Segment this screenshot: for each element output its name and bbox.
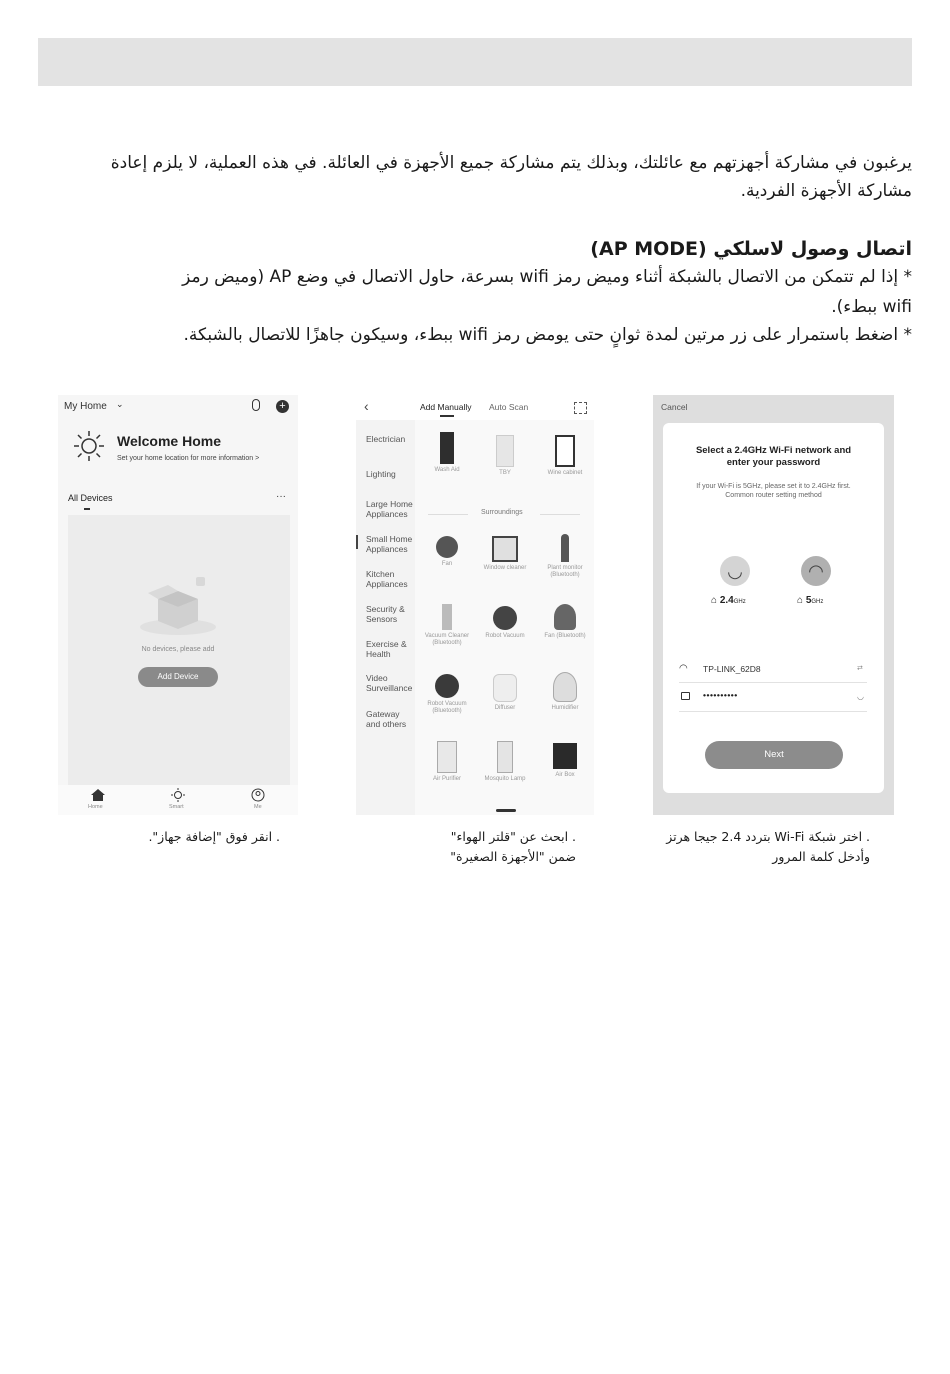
caption-step-3: . اختر شبكة Wi-Fi بتردد 2.4 جيجا هرتز وأدخل كلمة المرور [666,829,870,864]
tab-underline [84,508,90,510]
category-large-home-appliances[interactable]: Large Home Appliances [366,499,413,519]
phone-screen-add-device [356,395,594,815]
phone-screen-wifi-setup [653,395,894,815]
device-air-box[interactable]: Air Box [537,743,593,779]
sun-icon [72,429,106,463]
device-robot-vacuum-bluetooth[interactable]: Robot Vacuum (Bluetooth) [419,674,475,715]
band-5ghz: ⌂ 5GHz [797,595,824,606]
category-active-marker [356,535,358,549]
category-video-surveillance[interactable]: Video Surveillance [366,673,413,693]
divider [679,711,867,712]
category-exercise-health[interactable]: Exercise & Health [366,639,407,659]
switch-network-icon[interactable]: ⇄ [857,665,863,672]
note-1-line-2: wifi ببطء). [831,297,912,317]
device-fan-bluetooth[interactable]: Fan (Bluetooth) [537,604,593,640]
empty-state-text: No devices, please add [141,646,215,653]
intro-line-1: يرغبون في مشاركة أجهزتهم مع عائلتك، وبذلك يتم مشاركة جميع الأجهزة في العائلة. في هذه العملية، لا يلزم إعادة [110,153,912,173]
add-device-button[interactable]: Add Device [138,667,218,687]
tab-auto-scan[interactable]: Auto Scan [489,402,529,412]
router-setting-link[interactable]: Common router setting method [725,492,822,499]
all-devices-tab[interactable]: All Devices [68,493,113,503]
smart-icon[interactable] [171,788,185,802]
password-field[interactable]: •••••••••• [703,690,738,700]
microphone-icon[interactable] [252,399,260,411]
home-title[interactable]: My Home [64,401,107,412]
nav-smart-label[interactable]: Smart [169,804,184,810]
sad-face-icon: ◠ [801,556,831,586]
tab-underline [440,415,454,417]
back-icon[interactable]: ‹ [364,398,369,414]
profile-icon[interactable] [251,788,265,802]
wifi-hint: If your Wi-Fi is 5GHz, please set it to 2.4GHz first. Common router setting method [663,482,884,500]
device-window-cleaner[interactable]: Window cleaner [477,536,533,572]
header-bar [38,38,912,86]
lock-icon [681,692,690,700]
ssid-field[interactable]: TP-LINK_62D8 [703,664,761,674]
device-air-purifier[interactable]: Air Purifier [419,741,475,783]
router-icon: ⌂ [797,595,804,606]
band-2-4ghz: ⌂ 2.4GHz [711,595,746,606]
phone-screen-home [58,395,298,815]
surroundings-label: Surroundings [481,509,523,516]
caption-step-2: . ابحث عن "قلتر الهواء" ضمن "الأجهزة الصغيرة" [450,829,576,864]
device-robot-vacuum[interactable]: Robot Vacuum [477,606,533,640]
chevron-down-icon[interactable]: ⌄ [116,399,124,409]
nav-me-label[interactable]: Me [254,804,262,810]
empty-box-icon [138,573,218,637]
add-icon[interactable]: + [276,400,289,413]
category-security-sensors[interactable]: Security & Sensors [366,604,405,624]
welcome-title: Welcome Home [117,433,221,449]
divider [428,514,468,515]
category-kitchen-appliances[interactable]: Kitchen Appliances [366,569,408,589]
home-icon[interactable] [91,789,105,801]
device-fan[interactable]: Fan [419,536,475,568]
welcome-subtitle[interactable]: Set your home location for more information > [117,455,260,462]
category-gateway-others[interactable]: Gateway and others [366,709,407,729]
category-electrician[interactable]: Electrician [366,434,406,444]
section-heading: اتصال وصول لاسلكي (AP MODE) [590,238,912,260]
next-button[interactable]: Next [705,741,843,769]
nav-home-label[interactable]: Home [88,804,103,810]
device-plant-monitor[interactable]: Plant monitor (Bluetooth) [537,534,593,579]
device-wine-cabinet[interactable]: Wine cabinet [537,435,593,477]
intro-line-2: مشاركة الأجهزة الفردية. [740,181,912,201]
device-tby[interactable]: TBY [477,435,533,477]
device-vacuum-cleaner-bluetooth[interactable]: Vacuum Cleaner (Bluetooth) [419,604,475,647]
divider [679,682,867,683]
router-icon: ⌂ [711,595,718,606]
category-small-home-appliances[interactable]: Small Home Appliances [366,534,413,554]
more-icon[interactable]: ··· [276,491,286,502]
tab-add-manually[interactable]: Add Manually [420,402,472,412]
wifi-title: Select a 2.4GHz Wi-Fi network and enter your password [695,445,852,468]
wifi-card [663,423,884,793]
category-lighting[interactable]: Lighting [366,469,396,479]
happy-face-icon: ◡ [720,556,750,586]
note-1-line-1: * إذا لم تتمكن من الاتصال بالشبكة أثناء وميض رمز wifi بسرعة، حاول الاتصال في وضع AP (وميض رمز [182,267,912,287]
home-indicator [496,809,516,812]
device-mosquito-lamp[interactable]: Mosquito Lamp [477,741,533,783]
note-2: * اضغط باستمرار على زر مرتين لمدة ثوانٍ حتى يومض رمز wifi ببطء، وسيكون جاهزًا للاتصال بالشبكة. [183,325,912,345]
divider [540,514,580,515]
device-humidifier[interactable]: Humidifier [537,672,593,712]
device-diffuser[interactable]: Diffuser [477,674,533,712]
scan-icon[interactable] [574,402,587,414]
wifi-icon: ◠ [679,663,688,674]
caption-step-1: . انقر فوق "إضافة جهاز". [148,829,280,844]
eye-icon[interactable]: ◡ [857,692,864,701]
device-wash-aid[interactable]: Wash Aid [419,432,475,474]
cancel-button[interactable]: Cancel [661,402,688,412]
